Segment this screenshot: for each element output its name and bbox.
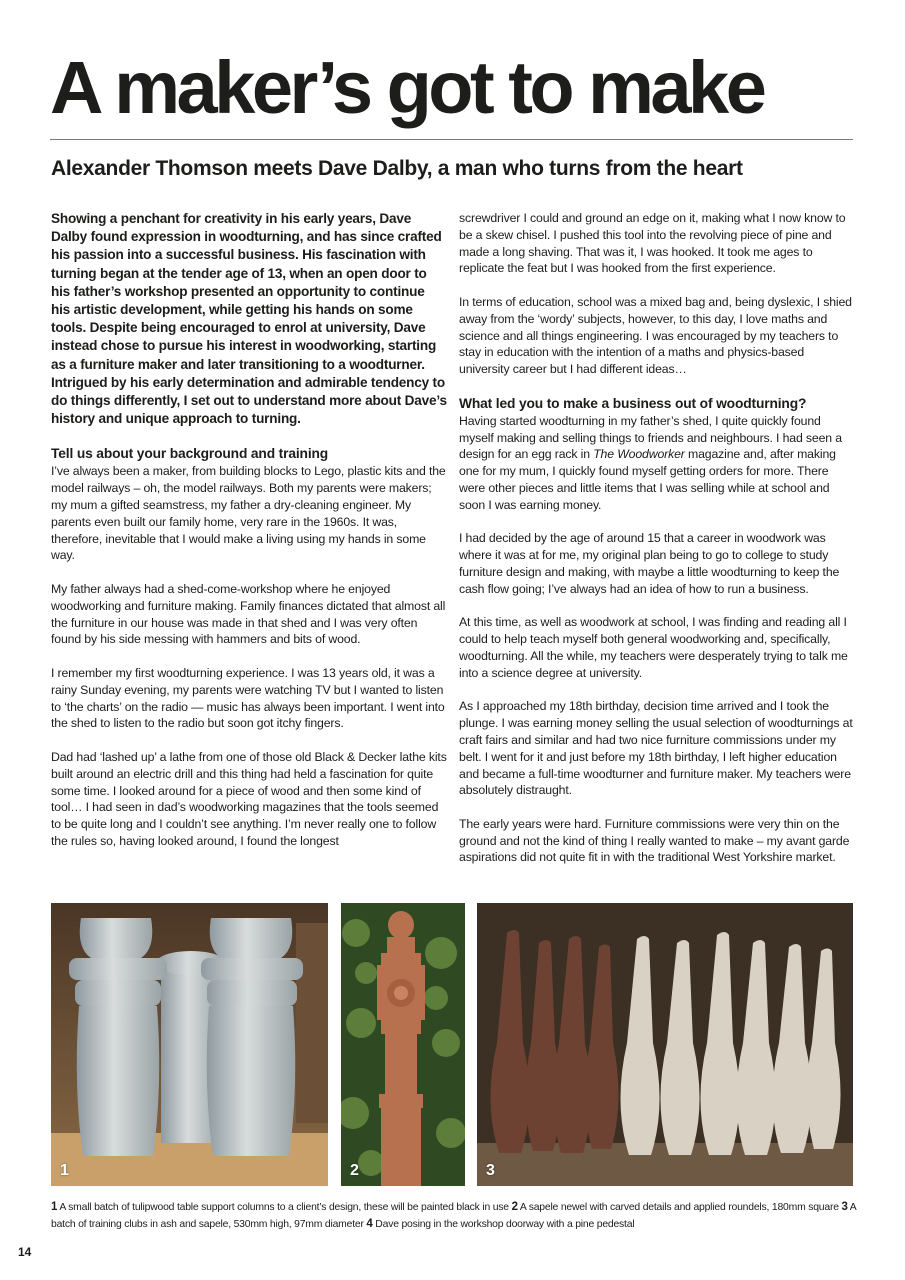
body-paragraph: I had decided by the age of around 15 that a career in woodwork was where it was at for me, my original plan being to go to college to study furniture design and making, with maybe a little woodturning to keep the cash flow going; I’ve always had an idea of how to run a business. [459,531,840,596]
headline-rule [50,139,853,140]
body-paragraph: My father always had a shed-come-workshop where he enjoyed woodworking and furniture making. Family finances dictated that almost all the furniture in our house was made in that shed and I was very often found by his side messing with hammers and bits of wood. [51,582,446,647]
photo-number: 3 [486,1162,495,1179]
standfirst: Alexander Thomson meets Dave Dalby, a man who turns from the heart [51,157,743,180]
body-paragraph: screwdriver I could and ground an edge on it, making what I now know to be a skew chisel. I pushed this tool into the revolving piece of pine and made a long shaving. That was it, I was hooked. It took me ages to replicate the feat but I was hooked from the first experience. [459,211,846,276]
headline: A maker’s got to make [50,46,764,129]
tulipwood-columns-image [51,903,328,1186]
body-paragraph: Having started woodturning in my father’s shed, I quite quickly found myself making and selling things to friends and neighbours. I had seen a design for an egg rack in The Woodworker magazine and, after making one for my mum, I quickly found myself getting orders for more. There were other pieces and little items that I was selling while at school and soon I was earning money. [459,413,842,512]
body-paragraph: As I approached my 18th birthday, decision time arrived and I took the plunge. I was earning money selling the usual selection of woodturnings at craft fairs and similar and had two nice furniture commissions under my belt. I went for it and just before my 18th birthday, I left higher education and became a full-time woodturner and furniture maker. My teachers were absolutely distraught. [459,699,853,798]
caption-text: Dave posing in the workshop doorway with a pine pedestal [372,1219,635,1230]
intro-paragraph: Showing a penchant for creativity in his early years, Dave Dalby found expression in woodturning, and has since crafted his passion into a successful business. His fascination with turning began at the tender age of 13, when an open door to his father’s workshop presented an opportunity to continue his artistic development, while getting his hands on some tools. Despite being encouraged to enrol at university, Dave instead chose to pursue his interest in woodworking, starting as a furniture maker and later transitioning to a woodturner. Intrigued by his early determination and admirable tendency to do things differently, I set out to understand more about Dave’s history and unique approach to turning. [51,211,447,427]
caption-text: A small batch of tulipwood table support columns to a client’s design, these will be painted black in use [57,1202,512,1213]
caption-text: A batch of training clubs in ash and sapele, 530mm high, 97mm diameter [51,1202,856,1230]
training-clubs-image [477,903,853,1186]
caption-number: 4 [366,1218,373,1230]
caption-text: A sapele newel with carved details and applied roundels, 180mm square [517,1202,842,1213]
body-paragraph: At this time, as well as woodwork at school, I was finding and reading all I could to help teach myself both general woodworking and, specifically, woodturning. All the while, my teachers were desperately trying to talk me into a science degree at university. [459,615,848,680]
caption-number: 3 [841,1201,848,1213]
body-paragraph: Dad had ‘lashed up’ a lathe from one of those old Black & Decker lathe kits built around an electric drill and this thing had held a fascination for quite some time. I looked around for a piece of wood and then some kind of tool… I had seen in dad’s woodworking magazines that the tools seemed to be quite long and I couldn’t see anything. I’m never really one to follow the rules so, having looked around, I found the longest [51,749,447,848]
photo-number: 1 [60,1162,69,1179]
heading-background: Tell us about your background and training [51,446,329,462]
photo-training-clubs [477,903,853,1186]
body-paragraph: I’ve always been a maker, from building blocks to Lego, plastic kits and the model railways – oh, the model railways. Both my parents were makers; my mum a gifted seamstress, my father a dry-cleaning engineer. My parents even built our family home, very rare in the 1960s. It was, therefore, inevitable that I would make a living using my hands in some way. [51,464,446,563]
page-number: 14 [18,1245,32,1259]
heading-business: What led you to make a business out of woodturning? [459,395,807,411]
photo-tulipwood-columns [51,903,328,1186]
right-column [459,210,855,883]
photo-number: 2 [350,1162,359,1179]
body-paragraph: In terms of education, school was a mixed bag and, being dyslexic, I shied away from the ‘wordy’ subjects, however, to this day, I love maths and science and all things engineering. I was encouraged by my teachers to stay in education with the intention of a maths and physics-based university career but I had different ideas… [459,294,852,377]
sapele-newel-image [341,903,465,1186]
magazine-title: The Woodworker [593,447,685,462]
body-paragraph: The early years were hard. Furniture commissions were very thin on the ground and not the kind of thing I really wanted to make – my avant garde aspirations did not quite fit in with the traditional West Yorkshire market. [459,816,850,865]
caption-number: 1 [51,1201,58,1213]
body-paragraph: I remember my first woodturning experience. I was 13 years old, it was a rainy Sunday evening, my parents were watching TV but I wanted to listen to ‘the charts’ on the radio — music has always been important. I went into the shed to listen to the radio but soon got itchy fingers. [51,666,445,731]
caption-number: 2 [511,1201,518,1213]
left-column [51,210,447,867]
photo-sapele-newel [341,903,465,1186]
photo-captions [51,1199,856,1233]
